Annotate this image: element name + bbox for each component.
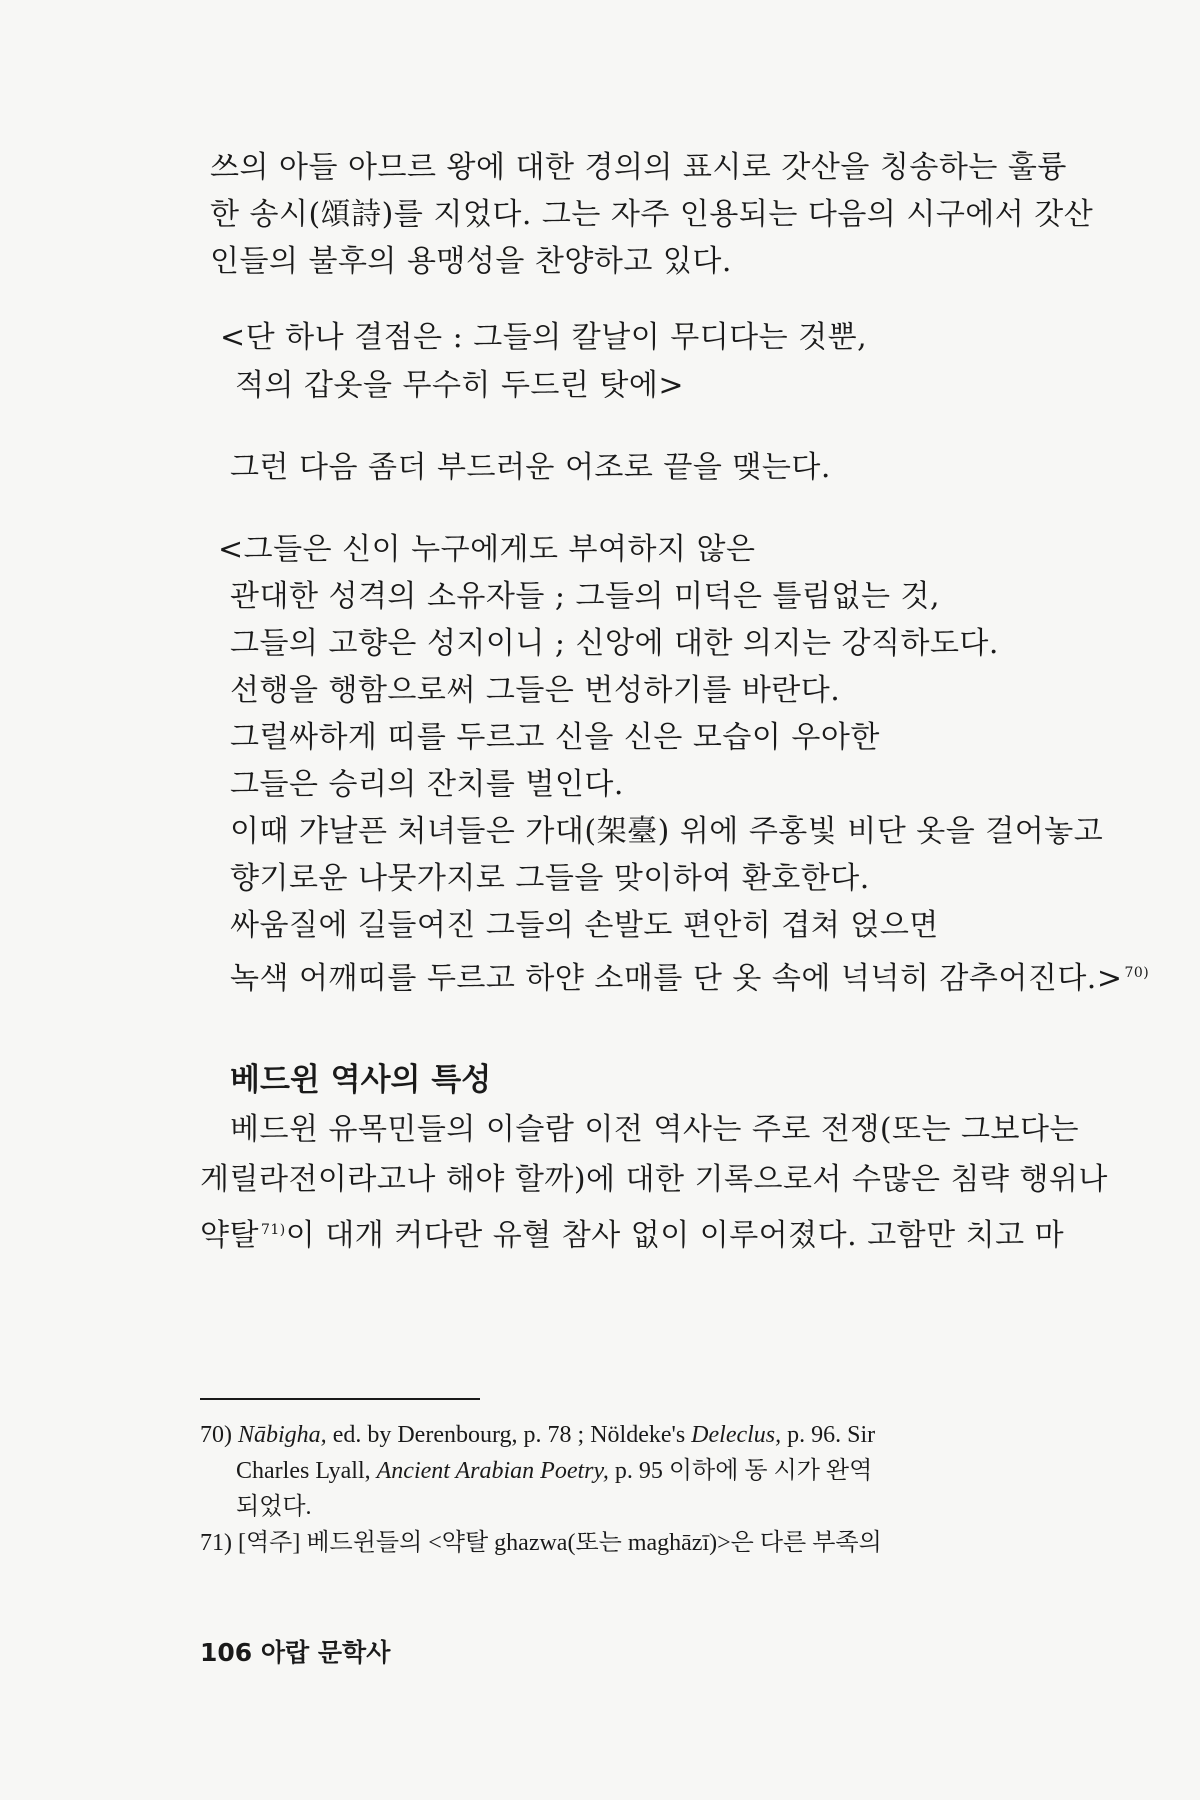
- footnote-number: 71): [200, 1530, 232, 1556]
- poem-line: 싸움질에 길들여진 그들의 손발도 편안히 겹쳐 얹으면: [230, 908, 939, 943]
- footnote-italic: Deleclus,: [691, 1422, 782, 1448]
- footnote-number: 70): [200, 1422, 232, 1448]
- footnote-divider: [200, 1398, 480, 1400]
- footnote-italic: Ancient Arabian Poetry,: [376, 1458, 609, 1484]
- footnote-70-line1: [200, 1418, 875, 1452]
- page-footer: [200, 1636, 390, 1670]
- running-title: 아랍 문학사: [260, 1638, 391, 1667]
- transition-line: 그런 다음 좀더 부드러운 어조로 끝을 맺는다.: [230, 450, 831, 485]
- footnote-70-line2: [236, 1454, 872, 1488]
- footnote-ref-70[interactable]: 70): [1124, 965, 1150, 981]
- poem-line: 관대한 성격의 소유자들 ; 그들의 미덕은 틀림없는 것,: [230, 579, 940, 614]
- footnote-71-line1: [200, 1526, 882, 1560]
- quote-line: <단 하나 결점은 : 그들의 칼날이 무디다는 것뿐,: [220, 320, 868, 355]
- poem-line: 향기로운 나뭇가지로 그들을 맞이하여 환호한다.: [230, 861, 870, 896]
- footnote-text: [역주] 베드윈들의 <약탈 ghazwa(또는 maghāzī)>은 다른 부족의: [232, 1530, 882, 1556]
- poem-line: 그럴싸하게 띠를 두르고 신을 신은 모습이 우아한: [230, 720, 880, 755]
- body-line: 인들의 불후의 용맹성을 찬양하고 있다.: [210, 244, 732, 279]
- poem-last-line: [230, 953, 1149, 999]
- footnote-text: Charles Lyall,: [236, 1458, 377, 1484]
- body-line: 쓰의 아들 아므르 왕에 대한 경의의 표시로 갓산을 칭송하는 훌륭: [210, 150, 1067, 185]
- body-line: 한 송시(頌詩)를 지었다. 그는 자주 인용되는 다음의 시구에서 갓산: [210, 197, 1094, 232]
- body-text: 이 대개 커다란 유혈 참사 없이 이루어졌다. 고함만 치고 마: [285, 1218, 1065, 1253]
- footnote-text: ed. by Derenbourg, p. 78 ; Nöldeke's: [326, 1422, 692, 1448]
- page-number: 106: [200, 1638, 253, 1667]
- body-line: 베드윈 유목민들의 이슬람 이전 역사는 주로 전쟁(또는 그보다는: [230, 1112, 1079, 1147]
- poem-line: <그들은 신이 누구에게도 부여하지 않은: [218, 532, 756, 567]
- poem-line: 그들은 승리의 잔치를 벌인다.: [230, 767, 624, 802]
- footnote-text: p. 95 이하에 동 시가 완역: [608, 1458, 873, 1484]
- quote-line: 적의 갑옷을 무수히 두드린 탓에>: [235, 368, 685, 403]
- section-heading: 베드윈 역사의 특성: [230, 1062, 492, 1098]
- poem-line-text: 녹색 어깨띠를 두르고 하얀 소매를 단 옷 속에 넉넉히 감추어진다.>: [230, 961, 1123, 996]
- poem-line: 그들의 고향은 성지이니 ; 신앙에 대한 의지는 강직하도다.: [230, 626, 999, 661]
- footnote-italic: Nābigha,: [238, 1422, 327, 1448]
- body-text: 약탈: [200, 1218, 259, 1253]
- footnote-70-line3: 되었다.: [236, 1494, 312, 1520]
- poem-line: 이때 갸날픈 처녀들은 가대(架臺) 위에 주홍빛 비단 옷을 걸어놓고: [230, 814, 1104, 849]
- poem-line: 선행을 행함으로써 그들은 번성하기를 바란다.: [230, 673, 841, 708]
- body-line: 게릴라전이라고나 해야 할까)에 대한 기록으로서 수많은 침략 행위나: [200, 1162, 1108, 1197]
- footnote-ref-71[interactable]: 71): [260, 1222, 286, 1238]
- body-line-last: [200, 1210, 1064, 1256]
- footnote-text: p. 96. Sir: [781, 1422, 876, 1448]
